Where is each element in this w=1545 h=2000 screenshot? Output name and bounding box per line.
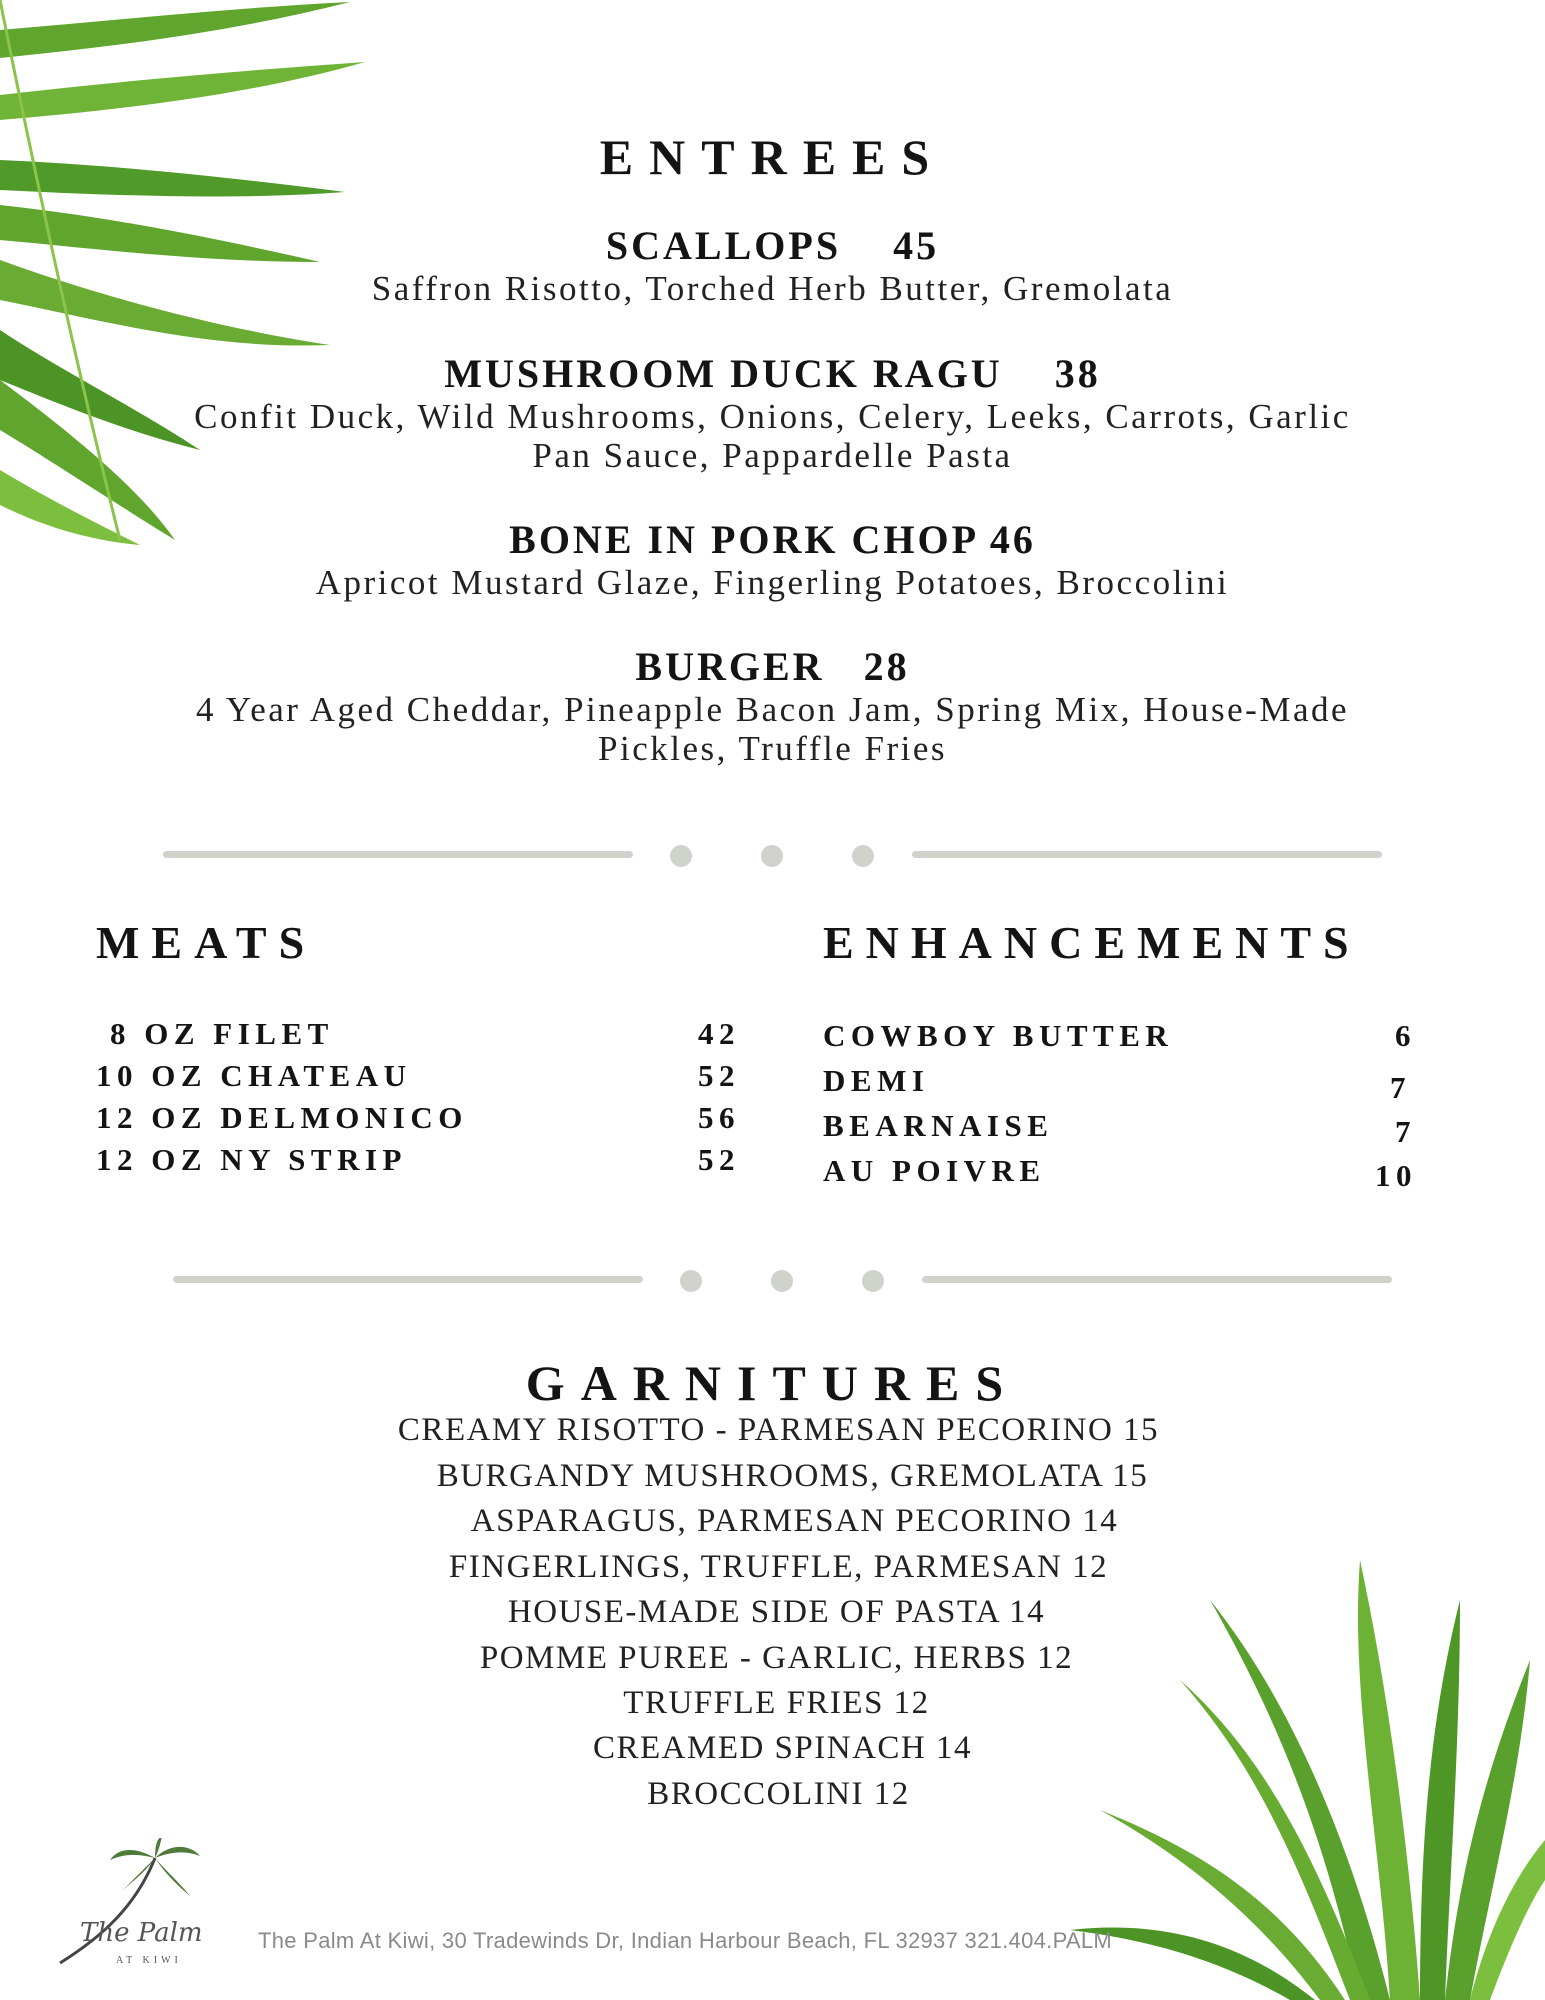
meat-item-name: 8 OZ FILET (110, 1016, 334, 1051)
garniture-item: ASPARAGUS, PARMESAN PECORINO 14 (470, 1503, 1119, 1539)
garniture-item: HOUSE-MADE SIDE OF PASTA 14 (507, 1594, 1046, 1630)
garniture-item: BURGANDY MUSHROOMS, GREMOLATA 15 (436, 1458, 1149, 1494)
meat-item-price: 52 (698, 1142, 740, 1177)
garniture-item: FINGERLINGS, TRUFFLE, PARMESAN 12 (448, 1549, 1109, 1585)
enhancement-item-price: 7 (1390, 1070, 1411, 1105)
entree-item (0, 516, 1545, 602)
meat-item-price: 42 (698, 1016, 740, 1051)
enhancement-item-name: COWBOY BUTTER (823, 1018, 1174, 1053)
entree-price: 28 (863, 644, 910, 689)
entrees-section (0, 128, 1545, 186)
meat-item-price: 56 (698, 1100, 740, 1135)
meat-item-name: 12 OZ DELMONICO (96, 1100, 468, 1135)
enhancements-title: ENHANCEMENTS (823, 917, 1361, 968)
entree-name: BONE IN PORK CHOP (509, 517, 977, 562)
entrees-title: ENTREES (599, 129, 946, 185)
enhancement-item-price: 10 (1375, 1158, 1417, 1193)
entree-description: Apricot Mustard Glaze, Fingerling Potatoes, Broccolini (315, 563, 1230, 602)
entree-item (0, 222, 1545, 308)
entree-description: Pickles, Truffle Fries (598, 729, 947, 768)
logo-subtitle: AT KIWI (116, 1955, 182, 1966)
garnitures-title: GARNITURES (525, 1355, 1020, 1411)
garniture-item: CREAMY RISOTTO - PARMESAN PECORINO 15 (397, 1412, 1160, 1448)
entree-price: 46 (989, 517, 1036, 562)
enhancement-item-name: DEMI (823, 1063, 930, 1098)
enhancement-item-price: 7 (1395, 1114, 1416, 1149)
enhancement-item-name: BEARNAISE (823, 1108, 1054, 1143)
entree-price: 45 (893, 223, 940, 268)
meat-item-price: 52 (698, 1058, 740, 1093)
garnitures-section (0, 1354, 1545, 1412)
enhancement-item-name: AU POIVRE (823, 1153, 1046, 1188)
entree-item (0, 643, 1545, 768)
meat-item-name: 12 OZ NY STRIP (96, 1142, 407, 1177)
entree-name: MUSHROOM DUCK RAGU (444, 351, 1003, 396)
entree-description: 4 Year Aged Cheddar, Pineapple Bacon Jam, Spring Mix, House-Made (195, 690, 1350, 729)
entree-description: Confit Duck, Wild Mushrooms, Onions, Celery, Leeks, Carrots, Garlic (194, 397, 1351, 436)
logo-wordmark: The Palm (80, 1918, 203, 1948)
entree-price: 38 (1054, 351, 1101, 396)
meats-title: MEATS (96, 917, 317, 968)
entree-item (0, 350, 1545, 475)
palm-tree-logo-icon (40, 1838, 230, 1968)
footer-address: The Palm At Kiwi, 30 Tradewinds Dr, Indian Harbour Beach, FL 32937 321.404.PALM (258, 1928, 1113, 1953)
entree-name: BURGER (635, 644, 825, 689)
garniture-item: POMME PUREE - GARLIC, HERBS 12 (479, 1640, 1074, 1676)
entree-description: Pan Sauce, Pappardelle Pasta (532, 436, 1013, 475)
enhancement-item-price: 6 (1395, 1018, 1416, 1053)
entree-name: SCALLOPS (605, 223, 842, 268)
garniture-item: CREAMED SPINACH 14 (592, 1730, 973, 1766)
entree-description: Saffron Risotto, Torched Herb Butter, Gremolata (371, 269, 1174, 308)
meat-item-name: 10 OZ CHATEAU (96, 1058, 412, 1093)
garniture-item: TRUFFLE FRIES 12 (623, 1685, 930, 1721)
garniture-item: BROCCOLINI 12 (647, 1776, 910, 1812)
